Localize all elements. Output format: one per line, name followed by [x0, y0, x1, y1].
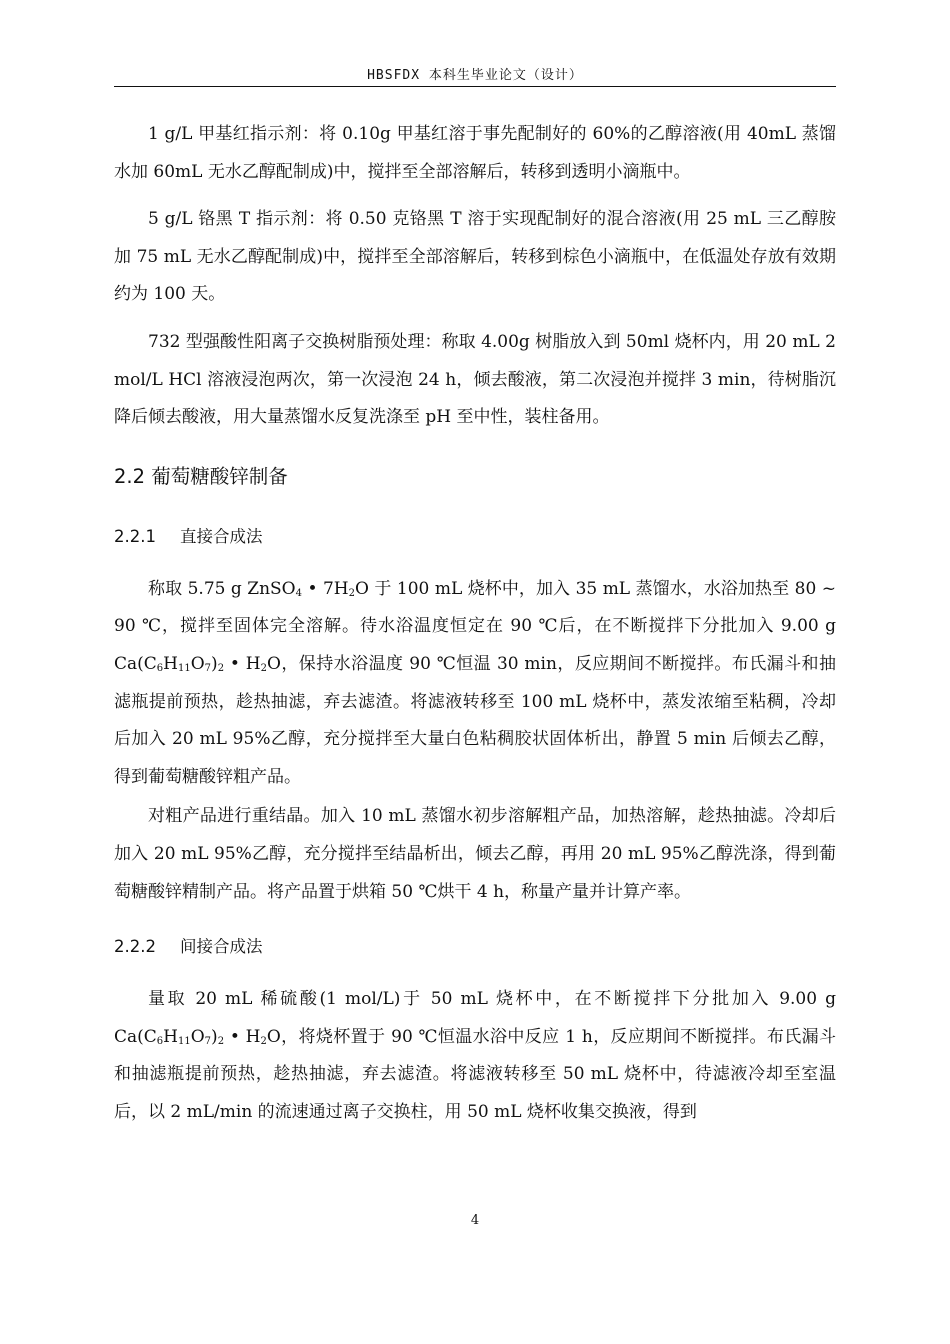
subsection-number: 2.2.1 [114, 526, 156, 546]
subscript: 2 [348, 587, 355, 599]
paragraph-direct-synthesis [114, 571, 836, 797]
subsection-number: 2.2.2 [114, 937, 156, 957]
text-run: • H [224, 653, 261, 674]
text-run: • 7H [302, 578, 349, 599]
paragraph-recrystallization: 对粗产品进行重结晶。加入 10 mL 蒸馏水初步溶解粗产品，加热溶解，趁热抽滤。冷却后加入 20 mL 95%乙醇，充分搅拌至结晶析出，倾去乙醇，再用 20 mL 95%乙醇洗涤，得到葡萄糖酸锌精制产品。将产品置于烘箱 50 ℃烘干 4 h，称量产量并计算产率。 [114, 806, 836, 902]
text-run: H [163, 653, 178, 674]
subscript: 7 [204, 662, 212, 674]
text-run: 量取 20 mL 稀硫酸(1 mol/L)于 50 mL 烧杯中，在不断搅拌下分批加入 9.00 g Ca(C [114, 989, 836, 1047]
page-header: HBSFDX 本科生毕业论文（设计） [114, 64, 836, 87]
subsection-heading-direct [114, 525, 836, 549]
subscript: 11 [178, 1035, 191, 1047]
subscript: 2 [217, 1035, 225, 1047]
page-body [114, 116, 836, 1131]
subscript: 11 [178, 662, 191, 674]
subscript: 4 [295, 587, 302, 599]
subscript: 2 [260, 1035, 267, 1047]
text-run: O [190, 653, 205, 674]
text-run: O 于 100 mL 烧杯中，加入 35 mL 蒸馏水，水浴加热至 80 ~ 90 ℃，搅拌至固体完全溶解。待水浴温度恒定在 90 ℃后，在不断搅拌下分批加入 9.00 g Ca(C [114, 578, 836, 674]
text-run: O，保持水浴温度 90 ℃恒温 30 min，反应期间不断搅拌。布氏漏斗和抽滤瓶提前预热，趁热抽滤，弃去滤渣。将滤液转移至 100 mL 烧杯中，蒸发浓缩至粘稠，冷却后加入 20 mL 95%乙醇，充分搅拌至大量白色粘稠胶状固体析出，静置 5 min 后倾去乙醇，得到葡萄糖酸锌粗产品。 [114, 653, 836, 787]
paragraph-eriochrome-black: 5 g/L 铬黑 T 指示剂：将 0.50 克铬黑 T 溶于实现配制好的混合溶液(用 25 mL 三乙醇胺加 75 mL 无水乙醇配制成)中，搅拌至全部溶解后，转移到棕色小滴瓶中，在低温处存放有效期约为 100 天。 [114, 209, 836, 305]
text-run: H [163, 1026, 178, 1047]
paragraph-indirect-synthesis [114, 981, 836, 1131]
subsection-title: 间接合成法 [180, 937, 263, 957]
subscript: 6 [156, 1035, 164, 1047]
text-run: 称取 5.75 g ZnSO [148, 578, 296, 599]
subscript: 7 [204, 1035, 212, 1047]
text-run: ) [211, 1026, 218, 1047]
subsection-title: 直接合成法 [180, 526, 263, 546]
section-heading: 2.2 葡萄糖酸锌制备 [114, 464, 288, 488]
text-run: O，将烧杯置于 90 ℃恒温水浴中反应 1 h，反应期间不断搅拌。布氏漏斗和抽滤瓶提前预热，趁热抽滤，弃去滤渣。将滤液转移至 50 mL 烧杯中，待滤液冷却至室温后，以 2 mL/min 的流速通过离子交换柱，用 50 mL 烧杯收集交换液，得到 [114, 1026, 836, 1122]
text-run: • H [224, 1026, 261, 1047]
text-run: ) [211, 653, 218, 674]
subscript: 6 [156, 662, 164, 674]
text-run: O [190, 1026, 205, 1047]
subsection-heading-indirect [114, 935, 836, 959]
paragraph-methyl-red: 1 g/L 甲基红指示剂：将 0.10g 甲基红溶于事先配制好的 60%的乙醇溶液(用 40mL 蒸馏水加 60mL 无水乙醇配制成)中，搅拌至全部溶解后，转移到透明小滴瓶中。 [114, 124, 836, 182]
subscript: 2 [217, 662, 225, 674]
paragraph-resin-pretreatment: 732 型强酸性阳离子交换树脂预处理：称取 4.00g 树脂放入到 50ml 烧杯内，用 20 mL 2 mol/L HCl 溶液浸泡两次，第一次浸泡 24 h，倾去酸液，第二次浸泡并搅拌 3 min，待树脂沉降后倾去酸液，用大量蒸馏水反复洗涤至 pH 至中性，装柱备用。 [114, 331, 836, 428]
subscript: 2 [260, 662, 267, 674]
page-number: 4 [470, 1213, 480, 1228]
